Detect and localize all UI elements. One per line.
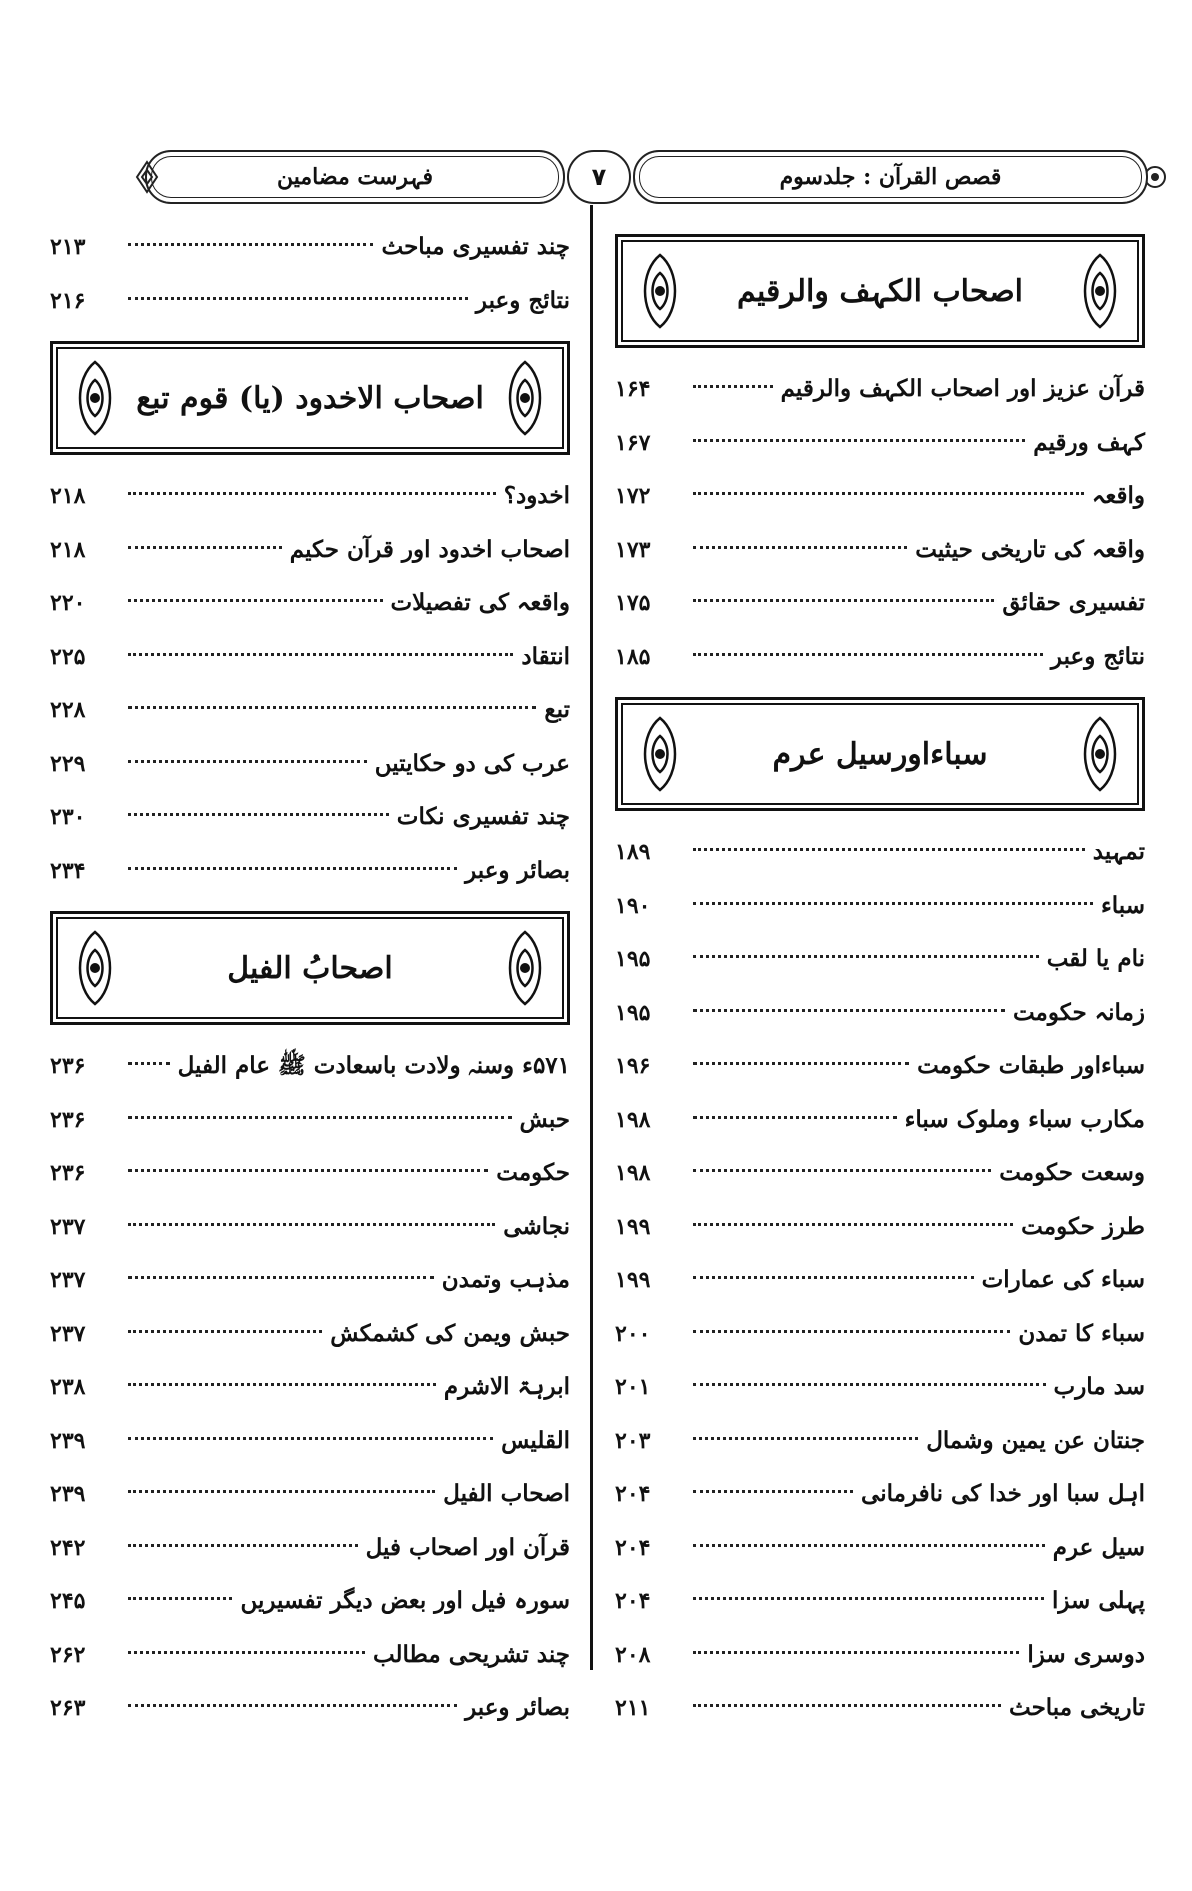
header-ornament-icon: [132, 160, 162, 194]
floral-ornament-icon: [628, 714, 692, 794]
toc-entry[interactable]: چند تشریحی مطالب ۲۶۲: [50, 1640, 570, 1668]
toc-entry[interactable]: واقعہ ۱۷۲: [615, 482, 1145, 509]
column-divider: [590, 205, 593, 1670]
toc-entry[interactable]: زمانہ حکومت ۱۹۵: [615, 998, 1145, 1026]
toc-entry[interactable]: ابرہۃ الاشرم ۲۳۸: [50, 1373, 570, 1400]
left-column: [50, 220, 570, 1735]
section-title-box: [50, 341, 570, 455]
toc-entry[interactable]: عرب کی دو حکایتیں ۲۲۹: [50, 749, 570, 777]
toc-entry[interactable]: اصحاب الفیل ۲۳۹: [50, 1480, 570, 1507]
toc-entry[interactable]: سیل عرم ۲۰۴: [615, 1533, 1145, 1561]
header-right-title: قصص القرآن : جلدسوم: [779, 164, 1002, 190]
page-number: ۷: [567, 150, 631, 204]
section-title-box: [615, 234, 1145, 348]
toc-entry[interactable]: طرز حکومت ۱۹۹: [615, 1212, 1145, 1240]
toc-entry[interactable]: تبع ۲۲۸: [50, 696, 570, 723]
toc-entry[interactable]: جنتان عن یمین وشمال ۲۰۳: [615, 1426, 1145, 1454]
toc-entry[interactable]: تفسیری حقائق ۱۷۵: [615, 589, 1145, 616]
toc-entry[interactable]: سباء ۱۹۰: [615, 891, 1145, 919]
toc-entry[interactable]: پہلی سزا ۲۰۴: [615, 1587, 1145, 1614]
floral-ornament-icon: [1068, 714, 1132, 794]
toc-entry[interactable]: بصائر وعبر ۲۳۴: [50, 856, 570, 884]
header-right-box: [633, 150, 1148, 204]
toc-entry[interactable]: واقعہ کی تاریخی حیثیت ۱۷۳: [615, 535, 1145, 563]
floral-ornament-icon: [493, 928, 557, 1008]
toc-entry[interactable]: سد مارب ۲۰۱: [615, 1373, 1145, 1400]
section-title: سباءاورسیل عرم: [772, 736, 988, 772]
toc-entry[interactable]: وسعت حکومت ۱۹۸: [615, 1159, 1145, 1186]
toc-entry[interactable]: اصحاب اخدود اور قرآن حکیم ۲۱۸: [50, 535, 570, 563]
toc-entry[interactable]: تاریخی مباحث ۲۱۱: [615, 1694, 1145, 1721]
toc-entry[interactable]: ۵۷۱ء وسنہ ولادت باسعادت ﷺ عام الفیل ۲۳۶: [50, 1052, 570, 1079]
header-left-title: فہرست مضامین: [277, 164, 433, 190]
header-left-box: [145, 150, 565, 204]
toc-entry[interactable]: مذہب وتمدن ۲۳۷: [50, 1266, 570, 1293]
toc-entry[interactable]: حبش ۲۳۶: [50, 1105, 570, 1133]
toc-entry[interactable]: سباءاور طبقات حکومت ۱۹۶: [615, 1052, 1145, 1079]
toc-entry[interactable]: اخدود؟ ۲۱۸: [50, 482, 570, 509]
floral-ornament-icon: [1068, 251, 1132, 331]
toc-entry[interactable]: اہل سبا اور خدا کی نافرمانی ۲۰۴: [615, 1480, 1145, 1507]
toc-entry[interactable]: حکومت ۲۳۶: [50, 1159, 570, 1186]
toc-entry[interactable]: بصائر وعبر ۲۶۳: [50, 1694, 570, 1721]
toc-entry[interactable]: نجاشی ۲۳۷: [50, 1212, 570, 1240]
toc-entry[interactable]: مکارب سباء وملوک سباء ۱۹۸: [615, 1105, 1145, 1133]
floral-ornament-icon: [493, 358, 557, 438]
toc-entry[interactable]: نام یا لقب ۱۹۵: [615, 945, 1145, 972]
section-title: اصحابُ الفیل: [227, 950, 393, 986]
floral-ornament-icon: [63, 358, 127, 438]
toc-entry[interactable]: حبش ویمن کی کشمکش ۲۳۷: [50, 1319, 570, 1347]
floral-ornament-icon: [628, 251, 692, 331]
toc-entry[interactable]: قرآن عزیز اور اصحاب الکہف والرقیم ۱۶۴: [615, 375, 1145, 402]
toc-entry[interactable]: تمہید ۱۸۹: [615, 838, 1145, 865]
section-title-box: [615, 697, 1145, 811]
toc-entry[interactable]: نتائج وعبر ۲۱۶: [50, 286, 570, 314]
right-column: [615, 220, 1145, 1735]
toc-entry[interactable]: دوسری سزا ۲۰۸: [615, 1640, 1145, 1668]
toc-entry[interactable]: چند تفسیری مباحث ۲۱۳: [50, 233, 570, 260]
toc-entry[interactable]: چند تفسیری نکات ۲۳۰: [50, 803, 570, 830]
toc-entry[interactable]: قرآن اور اصحاب فیل ۲۴۲: [50, 1533, 570, 1561]
toc-entry[interactable]: نتائج وعبر ۱۸۵: [615, 642, 1145, 670]
toc-entry[interactable]: انتقاد ۲۲۵: [50, 642, 570, 670]
toc-entry[interactable]: واقعہ کی تفصیلات ۲۲۰: [50, 589, 570, 616]
toc-entry[interactable]: سورہ فیل اور بعض دیگر تفسیریں ۲۴۵: [50, 1587, 570, 1614]
section-title-box: [50, 911, 570, 1025]
section-title: اصحاب الکہف والرقیم: [737, 273, 1023, 309]
toc-entry[interactable]: کہف ورقیم ۱۶۷: [615, 428, 1145, 456]
section-title: اصحاب الاخدود (یا) قوم تبع: [136, 380, 484, 416]
toc-entry[interactable]: سباء کا تمدن ۲۰۰: [615, 1319, 1145, 1347]
toc-entry[interactable]: القلیس ۲۳۹: [50, 1426, 570, 1454]
floral-ornament-icon: [63, 928, 127, 1008]
toc-entry[interactable]: سباء کی عمارات ۱۹۹: [615, 1266, 1145, 1293]
